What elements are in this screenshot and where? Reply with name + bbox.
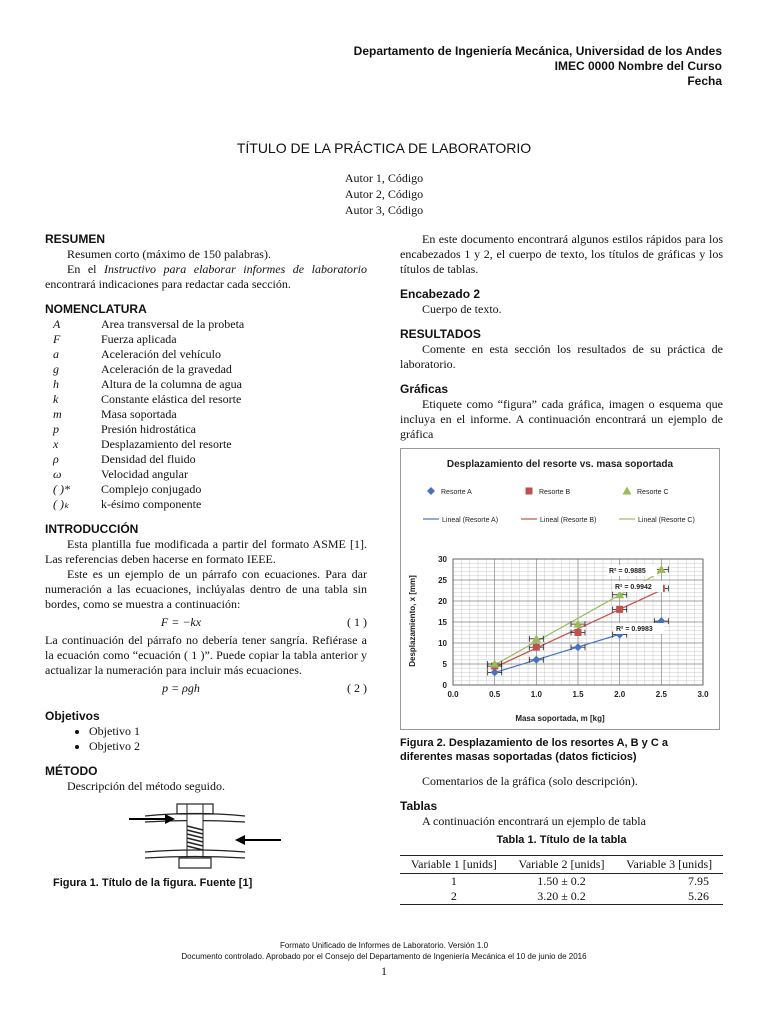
nomenclature-description: Presión hidrostática	[101, 422, 196, 436]
nomenclature-symbol: p	[53, 422, 59, 436]
r2-label: R² = 0.9983	[616, 626, 653, 633]
data-point	[575, 629, 582, 636]
table-row	[400, 889, 723, 905]
nomenclature-description: Desplazamiento del resorte	[101, 437, 232, 451]
data-point	[532, 656, 540, 664]
nomenclature-symbol: h	[53, 377, 59, 391]
nomenclature-symbol: ω	[53, 467, 62, 481]
data-point	[533, 644, 540, 651]
resumen-p2-text-a: En el	[67, 262, 105, 276]
nomenclature-symbol: ( )ₖ	[53, 497, 70, 511]
y-tick-label: 0	[442, 681, 447, 690]
author-2: Autor 2, Código	[344, 187, 424, 201]
table-cell: 1	[450, 874, 457, 888]
intro-p1: Esta plantilla fue modificada a partir del formato ASME [1]. Las referencias deben hacerse en formato IEEE.	[45, 537, 367, 566]
graficas-body: Etiquete como “figura” cada gráfica, imagen o esquema que incluya en el informe. A continuación encontrará un ejemplo de gráfica	[400, 397, 723, 441]
page-header	[354, 44, 722, 89]
objetivos-list	[45, 724, 367, 754]
author-3: Autor 3, Código	[344, 203, 424, 217]
data-point	[532, 634, 541, 642]
header-date: Fecha	[687, 74, 722, 88]
y-tick-label: 10	[438, 639, 447, 648]
data-point	[574, 620, 583, 628]
metodo-p1: Descripción del método seguido.	[67, 779, 225, 793]
nomenclature-description: Complejo conjugado	[101, 482, 202, 496]
nomenclature-symbol: A	[53, 317, 61, 331]
legend-trend-name: Lineal (Resorte C)	[638, 517, 695, 524]
intro-p3: La continuación del párrafo no debería tener sangría. Refiérase a la ecuación como “ecuación ( 1 )”. Puede copiar la tabla anterior y actualizar la numeración para incluir más ecuaciones.	[45, 633, 367, 677]
chart-container	[400, 448, 720, 730]
instructivo-title: Instructivo para elaborar informes de laboratorio	[104, 262, 367, 276]
chart-x-label: Masa soportada, m [kg]	[515, 714, 605, 723]
encabezado2-body: Cuerpo de texto.	[422, 302, 502, 316]
x-tick-label: 0.0	[447, 690, 459, 699]
nomenclatura-heading: NOMENCLATURA	[45, 302, 147, 316]
page-number: 1	[381, 964, 387, 978]
nomenclature-description: Altura de la columna de agua	[101, 377, 242, 391]
r2-label: R² = 0.9885	[609, 568, 646, 575]
nomenclature-description: Fuerza aplicada	[101, 332, 177, 346]
data-point	[574, 643, 582, 651]
chart-title: Desplazamiento del resorte vs. masa soportada	[446, 459, 674, 470]
y-tick-label: 15	[438, 618, 447, 627]
figure-1-caption: Figura 1. Título de la figura. Fuente [1]	[53, 877, 253, 889]
nomenclature-symbol: a	[53, 347, 59, 361]
right-intro: En este documento encontrará algunos estilos rápidos para los encabezados 1 y 2, el cuerpo de texto, los títulos de gráficas y los títulos de tablas.	[400, 232, 723, 276]
table-cell: 3.20 ± 0.2	[508, 889, 616, 905]
resumen-heading: RESUMEN	[45, 232, 106, 246]
table-header-cell: Variable 1 [unids]	[400, 856, 508, 874]
page-footer	[0, 940, 768, 962]
chart-comments: Comentarios de la gráfica (solo descripción).	[422, 774, 638, 788]
nomenclature-description: Velocidad angular	[101, 467, 188, 481]
nomenclature-symbol: ρ	[53, 452, 59, 466]
equation-2-formula: p = ρgh	[162, 681, 200, 695]
y-tick-label: 5	[442, 660, 447, 669]
x-tick-label: 1.5	[572, 690, 584, 699]
equation-2	[45, 678, 367, 699]
figure-1-bolt-diagram	[125, 802, 285, 870]
metodo-heading: MÉTODO	[45, 764, 98, 778]
legend-series-name: Resorte A	[441, 489, 472, 496]
data-point	[623, 487, 632, 495]
nomenclature-symbol: F	[53, 332, 61, 346]
nomenclature-description: Densidad del fluido	[101, 452, 196, 466]
tablas-body: A continuación encontrará un ejemplo de tabla	[422, 814, 646, 828]
x-tick-label: 2.0	[614, 690, 626, 699]
nomenclature-description: Aceleración del vehículo	[101, 347, 221, 361]
resumen-p2	[45, 262, 367, 292]
encabezado2-heading: Encabezado 2	[400, 287, 481, 301]
tablas-heading: Tablas	[400, 799, 438, 813]
table-cell: 2	[400, 889, 508, 905]
x-tick-label: 2.5	[655, 690, 667, 699]
authors-block	[0, 170, 768, 218]
nomenclature-description: k-ésimo componente	[101, 497, 202, 511]
figure-2-caption: Figura 2. Desplazamiento de los resortes A, B y C a diferentes masas soportadas (datos ficticios)	[400, 737, 668, 763]
resumen-p1: Resumen corto (máximo de 150 palabras).	[67, 247, 271, 261]
resumen-p2-text-b: encontrará indicaciones para redactar cada sección.	[45, 277, 291, 291]
chart-axes	[438, 555, 709, 699]
document-title: TÍTULO DE LA PRÁCTICA DE LABORATORIO	[236, 140, 532, 156]
chart-y-label: Desplazamiento, x [mm]	[408, 575, 417, 667]
displacement-chart	[401, 449, 719, 729]
data-point	[657, 565, 666, 573]
graficas-heading: Gráficas	[400, 382, 449, 396]
equation-1-formula: F = −kx	[160, 615, 202, 629]
left-column	[45, 232, 367, 890]
table-header-cell: Variable 3 [unids]	[615, 856, 723, 874]
footer-format: Formato Unificado de Informes de Laboratorio. Versión 1.0	[279, 941, 489, 950]
data-point	[491, 668, 499, 676]
x-tick-label: 0.5	[489, 690, 501, 699]
nomenclature-symbol: k	[53, 392, 59, 406]
x-tick-label: 1.0	[530, 690, 542, 699]
legend-series-name: Resorte C	[637, 489, 669, 496]
y-tick-label: 20	[438, 597, 447, 606]
table-1	[400, 855, 723, 905]
author-1: Autor 1, Código	[344, 171, 424, 185]
header-department: Departamento de Ingeniería Mecánica, Universidad de los Andes	[353, 44, 722, 58]
nomenclature-symbol: g	[53, 362, 59, 376]
data-point	[616, 606, 623, 613]
nomenclature-list	[45, 317, 367, 512]
list-item: • Objetivo 1	[89, 724, 367, 739]
resultados-heading: RESULTADOS	[400, 327, 481, 341]
table-header-row	[400, 856, 723, 874]
table-cell: 7.95	[688, 874, 709, 888]
table-header-cell: Variable 2 [unids]	[508, 856, 616, 874]
objetivos-heading: Objetivos	[45, 709, 100, 723]
header-course: IMEC 0000 Nombre del Curso	[554, 59, 722, 73]
y-tick-label: 25	[438, 576, 447, 585]
table-cell: 5.26	[615, 889, 723, 905]
equation-1	[45, 612, 367, 633]
data-point	[526, 488, 533, 495]
nomenclature-description: Area transversal de la probeta	[101, 317, 245, 331]
intro-p2: Este es un ejemplo de un párrafo con ecuaciones. Para dar numeración a las ecuaciones, inclúyalas dentro de una tabla sin bordes, como se muestra a continuación:	[45, 567, 367, 611]
equation-2-number: ( 2 )	[347, 681, 367, 695]
list-item: • Objetivo 2	[89, 739, 367, 754]
r2-label: R² = 0.9942	[615, 584, 652, 591]
legend-trend-name: Lineal (Resorte A)	[442, 517, 499, 524]
legend-trend-name: Lineal (Resorte B)	[540, 517, 597, 524]
nomenclature-symbol: x	[53, 437, 59, 451]
nomenclature-description: Constante elástica del resorte	[101, 392, 242, 406]
nomenclature-symbol: ( )*	[53, 482, 70, 496]
nomenclature-symbol: m	[53, 407, 62, 421]
nomenclature-description: Aceleración de la gravedad	[101, 362, 232, 376]
table-1-title: Tabla 1. Título de la tabla	[496, 834, 627, 846]
data-point	[427, 487, 435, 495]
legend-series-name: Resorte B	[539, 489, 571, 496]
right-column	[400, 232, 723, 905]
footer-approval: Documento controlado. Aprobado por el Consejo del Departamento de Ingeniería Mecánica el 10 de junio de 2016	[181, 952, 587, 961]
resultados-body: Comente en esta sección los resultados de su práctica de laboratorio.	[400, 342, 723, 371]
equation-1-number: ( 1 )	[347, 615, 367, 629]
introduccion-heading: INTRODUCCIÓN	[45, 522, 139, 536]
table-cell: 1.50 ± 0.2	[537, 874, 586, 888]
y-tick-label: 30	[438, 555, 447, 564]
nomenclature-description: Masa soportada	[101, 407, 177, 421]
x-tick-label: 3.0	[697, 690, 709, 699]
table-row	[400, 874, 723, 890]
